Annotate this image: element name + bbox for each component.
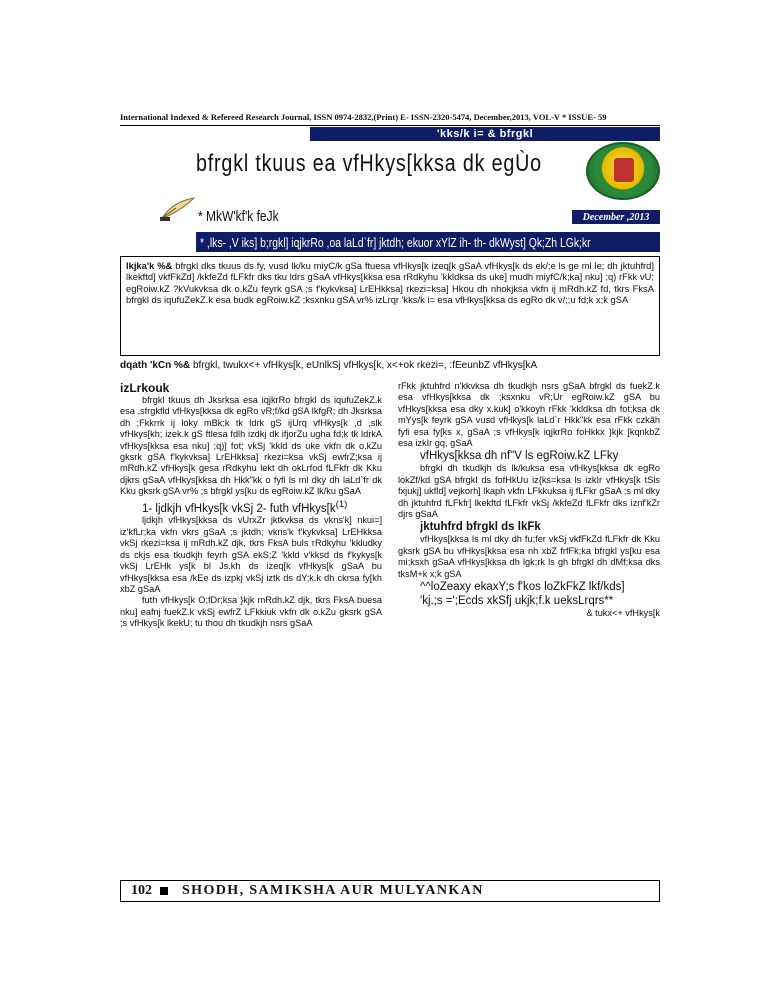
square-bullet-icon xyxy=(160,887,168,895)
right-column xyxy=(398,381,660,867)
abstract-box xyxy=(120,256,660,356)
keywords-label: dqath 'kCn %& xyxy=(120,360,191,371)
private-records-paragraph: futh vfHkys[k O;fDr;ksa }kjk mRdh.kZ djk, tkrs FksA buesa nku] eafnj fuekZ.k vkSj ewfrZ LFkkiuk vkfn dk o.kZu gksrk gSA ;s vfHkys[k lkekU; tu thou dh tkudkjh nsrs gSaA xyxy=(120,595,382,629)
author-affiliation: * ,lks- ,V iks] b;rgkl] iqjkrRo ,oa laLd`fr] jktdh; ekuor xYlZ ih- th- dkWyst] Qk;Zh LGk;kr xyxy=(200,234,591,250)
page-footer xyxy=(120,880,660,902)
quill-pen-icon xyxy=(160,196,196,222)
political-history-paragraph: vfHkys[kksa ls ml dky dh fu;fer vkSj vkfFkZd fLFkfr dk Kku gksrk gSA bu vfHkys[kksa esa nh xbZ frfFk;ka bfrgkl ys[ku esa mi;ksxh gSaA vfHkys[kksa dh lgk;rk ls gh bfrgkl dh dMf;ksa dks tksM+k x;k gSA xyxy=(398,534,660,579)
issue-date-badge: December ,2013 xyxy=(572,210,660,224)
keywords-text: bfrgkl, twukx<+ vfHkys[k, eUnlkSj vfHkys[k, x<+ok rkezi=, :fEeunbZ vfHkys[kA xyxy=(192,360,538,371)
footnote-marker: (1) xyxy=(335,498,348,510)
footer-journal-title: SHODH, SAMIKSHA AUR MULYANKAN xyxy=(182,883,484,898)
verse-line-1: ^^loZeaxy ekaxY;s f'kos loZkFkZ lkf/kds] xyxy=(420,581,625,594)
abstract-text: bfrgkl dks tkuus ds fy, vusd lk/ku miyC/k gSa ftuesa vfHkys[k izeq[k gSaA vfHkys[k ds ek/;e ls ge ml le; dh jktuhfrd] lkekftd] vkfFkZd] /kkfeZd fLFkfr dks tku ldrs gSaA vfHkys[kksa esa rRdkyhu 'kkldksa ds uke] mudh miyfC/k;ka] nku] ;q) rFkk vU; egRoiw.kZ ?kVukvksa dk o.kZu feyrk gSA ;s f'kykvksa] LrEHkksa] rkezi=ksa] Hkou dh nhokjksa vkfn ij mRdh.kZ fd, tkrs FksA bfrgkl ds iqufuZekZ.k esa budk egRoiw.kZ ;ksxnku gSA vr% izLrqr 'kks/k i= esa vfHkys[kksa ds egRo dk v/;;u fd;k x;k gSA xyxy=(126,260,654,306)
abstract-label: lkjka'k %& xyxy=(126,260,173,271)
verse-line-2: 'kj.;s =';Ecds xkSfj ukjk;f.k ueksLrqrs** xyxy=(420,595,614,608)
government-records-paragraph: ljdkjh vfHkys[kksa ds vUrxZr jktkvksa ds vkns'k] nkui=] iz'kfLr;ka vkfn vkrs gSaA ;s jktdh; vkns'k f'kykvksa] LrEHkksa vkSj rkezi=ksa ij mRdh.kZ djk, tkrs FksA buls rRdkyhu 'kkludky ds ckjs esa tkudkjh feyrh gSA ekS;Z 'kkld v'kksd ds f'kykys[k vkSj LrEHk ys[k bl Js.kh ds izeq[k vfHkys[k gSaA bu vfHkys[kksa esa /kEe ds izpkj vkSj iztk ds dY;k.k dh ckrsa fy[kh xbZ gSaA xyxy=(120,515,382,594)
keywords-line xyxy=(120,360,660,371)
section-banner: 'kks/k i= & bfrgkl xyxy=(310,127,660,141)
header-rule xyxy=(120,125,660,126)
continued-paragraph: rFkk jktuhfrd n'kkvksa dh tkudkjh nsrs gSaA bfrgkl ds fuekZ.k esa vfHkys[kksa dk ;ksxnku vR;Ur egRoiw.kZ gSA bu vfHkys[kksa esa dky x.kuk] o'kkoyh rFkk 'kkldksa dh fot;ksa dk mYys[k feyrk gSA vusd vfHkys[k laLd`r Hkk"kk esa rFkk czkãh fyfi esa fy[ks x, gSaA ;s vfHkys[k iqjkrRo foHkkx }kjk [kqnkbZ esa izkIr gq, gSaA xyxy=(398,381,660,449)
page-number: 102 xyxy=(131,883,152,898)
sites-paragraph: bfrgkl dh tkudkjh ds lk/kuksa esa vfHkys[kksa dk egRo lokZf/kd gSA bfrgkl ds fofHkUu iz{ks=ksa ls izkIr vfHkys[k tSls fxjukj] ukfld] vejkorh] lkaph vkfn LFkkuksa ij fLFkr gSaA ;s ml dky dh jktuhfrd fLFkfr] lkekftd fLFkfr vkSj /kkfeZd fLFkfr dks iznf'kZr djrs gSaA xyxy=(398,463,660,520)
sites-heading: vfHkys[kksa dh nf"V ls egRoiw.kZ LFky xyxy=(420,450,619,463)
intro-paragraph: bfrgkl tkuus dh Jksrksa esa iqjkrRo bfrgkl ds iqufuZekZ.k esa ,sfrgkfld vfHkys[kksa dk egRo vR;f/kd gSA lkfgR; dh Jksrksa dh ;Fkkrrk ij loky mBk;k tk ldrk gS ijUrq vfHkys[k ,d ,slk vfHkys[kh; izek.k gS ftlesa fdlh izdkj dk ifjorZu ugha fd;k tk ldrkA vfHkys[kksa esa nku] ;q)] fot; vkSj 'kkld ds uke vkfn dk o.kZu gksrk gSA f'kykvksa] LrEHkksa] rkezi=ksa vkSj ewfrZ;ksa ij mRdh.kZ vfHkys[k gesa rRdkyhu lekt dh okLrfod fLFkfr dk Kku djkrs gSaA vfHkys[kksa dh Hkk"kk o fyfi ls ml dky dh laLd`fr dk Kku gksrk gSA vr% ;s bfrgkl ys[ku ds egRoiw.kZ lk/ku gSaA xyxy=(120,395,382,497)
record-types-heading xyxy=(120,498,382,516)
left-column xyxy=(120,381,382,867)
intro-heading: izLrkouk xyxy=(120,381,170,395)
journal-logo xyxy=(586,142,660,200)
logo-emblem-icon xyxy=(614,158,634,182)
record-types-text: 1- ljdkjh vfHkys[k vkSj 2- futh vfHkys[k xyxy=(142,502,336,515)
verse-source: & tukx<+ vfHkys[k xyxy=(586,608,660,619)
author-affiliation-bar xyxy=(196,232,660,252)
journal-info-line: International Indexed & Refereed Research Journal, ISSN 0974-2832,(Print) E- ISSN-2320-5474, December,2013, VOL-V * ISSUE- 59 xyxy=(120,112,607,122)
article-title: bfrgkl tkuus ea vfHkys[kksa dk egÙo xyxy=(196,150,542,177)
author-name: * MkW'kf'k feJk xyxy=(198,208,279,225)
political-history-heading: jktuhfrd bfrgkl ds lkFk xyxy=(420,521,541,534)
